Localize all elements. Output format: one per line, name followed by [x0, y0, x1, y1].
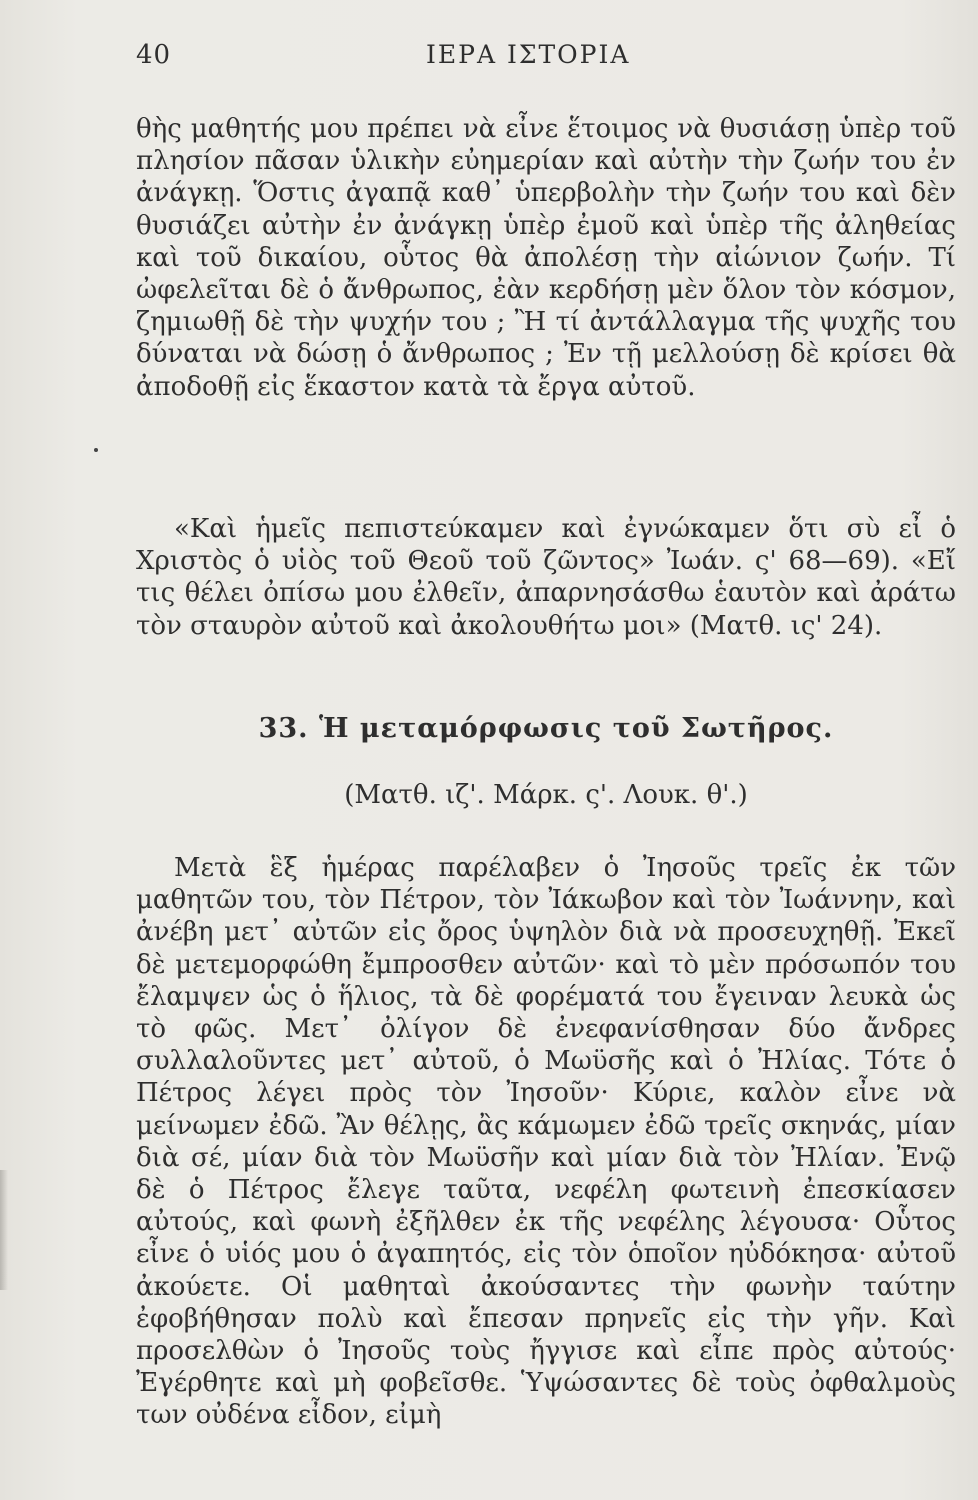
margin-mark: [94, 448, 98, 452]
page-header: [136, 40, 956, 80]
paragraph-continuation: θὴς μαθητής μου πρέπει νὰ εἶνε ἕτοιμος νὰ θυσιάσῃ ὑπὲρ τοῦ πλησίον πᾶσαν ὑλικὴν εὐημερίαν καὶ αὐτὴν τὴν ζωήν του ἐν ἀνάγκῃ. Ὅστις ἀγαπᾷ καθ᾽ ὑπερβολὴν τὴν ζωήν του καὶ δὲν θυσιάζει αὐτὴν ἐν ἀνάγκῃ ὑπὲρ ἐμοῦ καὶ ὑπὲρ τῆς ἀληθείας καὶ τοῦ δικαίου, οὗτος θὰ ἀπολέσῃ τὴν αἰώνιον ζωήν. Τί ὠφελεῖται δὲ ὁ ἄνθρωπος, ἐὰν κερδήσῃ μὲν ὅλον τὸν κόσμον, ζημιωθῇ δὲ τὴν ψυχήν του ; Ἢ τί ἀντάλλαγμα τῆς ψυχῆς του δύναται νὰ δώσῃ ὁ ἄνθρωπος ; Ἐν τῇ μελλούσῃ δὲ κρίσει θὰ ἀποδοθῇ εἰς ἕκαστον κατὰ τὰ ἔργα αὐτοῦ.: [136, 114, 956, 402]
paragraph-transfiguration: Μετὰ ἓξ ἡμέρας παρέλαβεν ὁ Ἰησοῦς τρεῖς ἐκ τῶν μαθητῶν του, τὸν Πέτρον, τὸν Ἰάκωβον καὶ τὸν Ἰωάννην, καὶ ἀνέβη μετ᾽ αὐτῶν εἰς ὄρος ὑψηλὸν διὰ νὰ προσευχηθῇ. Ἐκεῖ δὲ μετεμορφώθη ἔμπροσθεν αὐτῶν· καὶ τὸ μὲν πρόσωπόν του ἔλαμψεν ὡς ὁ ἥλιος, τὰ δὲ φορέματά του ἔγειναν λευκὰ ὡς τὸ φῶς. Μετ᾽ ὀλίγον δὲ ἐνεφανίσθησαν δύο ἄνδρες συλλαλοῦντες μετ᾽ αὐτοῦ, ὁ Μωϋσῆς καὶ ὁ Ἠλίας. Τότε ὁ Πέτρος λέγει πρὸς τὸν Ἰησοῦν· Κύριε, καλὸν εἶνε νὰ μείνωμεν ἐδῶ. Ἂν θέλῃς, ἂς κάμωμεν ἐδῶ τρεῖς σκηνάς, μίαν διὰ σέ, μίαν διὰ τὸν Μωϋσῆν καὶ μίαν διὰ τὸν Ἠλίαν. Ἐνῷ δὲ ὁ Πέτρος ἔλεγε ταῦτα, νεφέλη φωτεινὴ ἐπεσκίασεν αὐτούς, καὶ φωνὴ ἐξῆλθεν ἐκ τῆς νεφέλης λέγουσα· Οὗτος εἶνε ὁ υἱός μου ὁ ἀγαπητός, εἰς τὸν ὁποῖον ηὐδόκησα· αὐτοῦ ἀκούετε. Οἱ μαθηταὶ ἀκούσαντες τὴν φωνὴν ταύτην ἐφοβήθησαν πολὺ καὶ ἔπεσαν πρηνεῖς εἰς τὴν γῆν. Καὶ προσελθὼν ὁ Ἰησοῦς τοὺς ἤγγισε καὶ εἶπε πρὸς αὐτούς· Ἐγέρθητε καὶ μὴ φοβεῖσθε. Ὑψώσαντες δὲ τοὺς ὀφθαλμοὺς των οὐδένα εἶδον, εἰμὴ: [136, 853, 956, 1431]
running-title: ΙΕΡΑ ΙΣΤΟΡΙΑ: [426, 40, 631, 69]
section-reference: (Ματθ. ιζ'. Μάρκ. ς'. Λουκ. θ'.): [344, 780, 748, 810]
section-title: 33. Ἡ μεταμόρφωσις τοῦ Σωτῆρος.: [258, 713, 834, 744]
page-edge-shadow: [0, 1170, 8, 1290]
page-number: 40: [136, 40, 172, 70]
paragraph-quotation: «Καὶ ἡμεῖς πεπιστεύκαμεν καὶ ἐγνώκαμεν ὅτι σὺ εἶ ὁ Χριστὸς ὁ υἱὸς τοῦ Θεοῦ τοῦ ζῶντος» Ἰωάν. ς' 68—69). «Εἴ τις θέλει ὀπίσω μου ἐλθεῖν, ἀπαρνησάσθω ἑαυτὸν καὶ ἀράτω τὸν σταυρὸν αὐτοῦ καὶ ἀκολουθήτω μοι» (Ματθ. ις' 24).: [136, 514, 956, 641]
